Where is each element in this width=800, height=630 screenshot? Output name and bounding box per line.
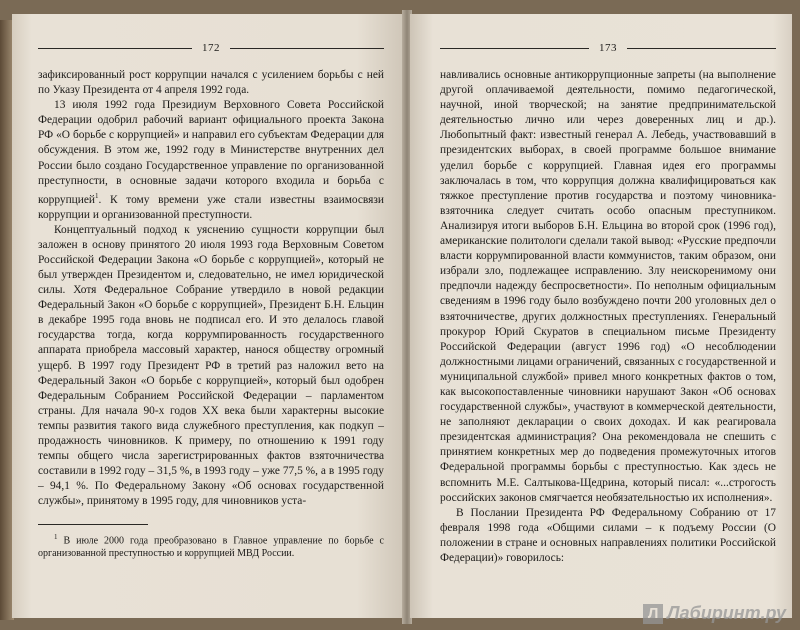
watermark [643, 603, 786, 624]
paragraph-text: . К тому времени уже стали известны взаимосвязи коррупции и организованной преступности. [38, 193, 384, 221]
header-rule [230, 48, 384, 49]
footnote-rule [38, 524, 148, 525]
right-page-body [440, 68, 776, 566]
left-page-body [38, 68, 384, 510]
header-rule [38, 48, 192, 49]
watermark-text: Лабиринт.ру [667, 603, 786, 623]
paragraph [38, 98, 384, 223]
right-page-header [440, 42, 776, 54]
paragraph: В Послании Президента РФ Федеральному Собранию от 17 февраля 1998 года «Общими силами – к подъему России (О положении в стране и основных направлениях политики Российской Федерации)» говорилось: [440, 506, 776, 564]
labirint-logo-icon: Л [643, 604, 663, 624]
page-number: 172 [202, 42, 220, 54]
footnote-text: В июле 2000 года преобразовано в Главное управление по борьбе с организованной преступностью и коррупцией МВД России. [38, 534, 384, 559]
header-rule [627, 48, 776, 49]
footnote [38, 531, 384, 560]
paragraph: навливались основные антикоррупционные запреты (на выполнение другой оплачиваемой деятельности, помимо педагогической, научной, иной творческой; на занятие предпринимательской деятельностью лично или через доверенных лиц и др.). Любопытный факт: известный генерал А. Лебедь, участвовавший в президентских выборах, в своей программе большое внимание уделил борьбе с коррупцией. Главная идея его программы заключалась в том, что коррупция должна квалифицироваться как тяжкое преступление против государства и поэтому чиновника-взяточника следует считать особо опасным преступником. Анализируя итоги выборов Б.Н. Ельцина во второй срок (1996 год), американские политологи сделали такой вывод: «Русские предпочли власти коррумпированной власти коммунистов, таким образом, они избрали зло, подлежащее исправлению. Злу неискоренимому они предпочли надежду беспросветности». По неполным официальным сведениям в 1996 году было возбуждено почти 200 уголовных дел о взяточничестве, других должностных преступлениях. Генеральный прокурор Юрий Скуратов в специальном письме Президенту Российской Федерации (август 1996 год) «О несоблюдении должностными лицами ограничений, связанных с государственной и муниципальной службой» привел много конкретных фактов о том, как высокопоставленные чиновники нарушают Закон «Об основах государственной службы», участвуют в коммерческой деятельности, не заполняют декларации о своих доходах. И как реагировала президентская администрация? Она рекомендовала не спешить с принятием конкретных мер до подведения промежуточных итогов Федеральной программы борьбы с преступностью. Как здесь не вспомнить М.Е. Салтыкова-Щедрина, который писал: «...строгость российских законов смягчается необязательностью их исполнения». [440, 69, 776, 504]
header-rule [440, 48, 589, 49]
left-page-header [38, 42, 384, 54]
left-page [12, 14, 404, 618]
footnote-marker: 1 [54, 532, 58, 541]
page-number: 173 [599, 42, 617, 54]
paragraph: Концептуальный подход к уяснению сущности коррупции был заложен в основу принятого 20 июля 1993 года Верховным Советом Российской Федерации Закона «О борьбе с коррупцией», который не был утвержден Президентом и, следовательно, не имел юридической силы. Хотя Федеральное Собрание утвердило в новой редакции Федеральный Закон «О борьбе с коррупцией», Президент Б.Н. Ельцин в декабре 1995 года вновь не подписал его. И это делалось главой государства тогда, когда коррумпированность государственного аппарата приобрела массовый характер, нанося обществу огромный ущерб. В 1997 году Президент РФ в третий раз наложил вето на Федеральный Закон «О борьбе с коррупцией», который был одобрен Федеральным Собранием Российской Федерации – парламентом страны. Для начала 90-х годов XX века были характерны высокие темпы развития такого вида служебного преступления, как подкуп – продажность чиновников. К примеру, по отношению к 1991 году темпы общего числа зарегистрированных фактов взяточничества составили в 1992 году – 31,5 %, в 1993 году – уже 77,5 %, а в 1995 году – 94,1 %. По Федеральному Закону «Об основах государственной службы», принятому в 1995 году, для чиновников уста- [38, 223, 384, 508]
paragraph: зафиксированный рост коррупции начался с усилением борьбы с ней по Указу Президента от 4 апреля 1992 года. [38, 69, 384, 97]
right-page [410, 14, 792, 618]
paragraph-text: 13 июля 1992 года Президиум Верховного Совета Российской Федерации одобрил рабочий вариант официального проекта Закона РФ «О борьбе с коррупцией» и направил его субъектам Федерации для обсуждения. В этом же, 1992 году в Министерстве внутренних дел России было создано Государственное управление по организованной преступности, в основные задачи которого входила и борьба с коррупцией [38, 99, 384, 206]
footnote-ref: 1 [95, 191, 99, 200]
